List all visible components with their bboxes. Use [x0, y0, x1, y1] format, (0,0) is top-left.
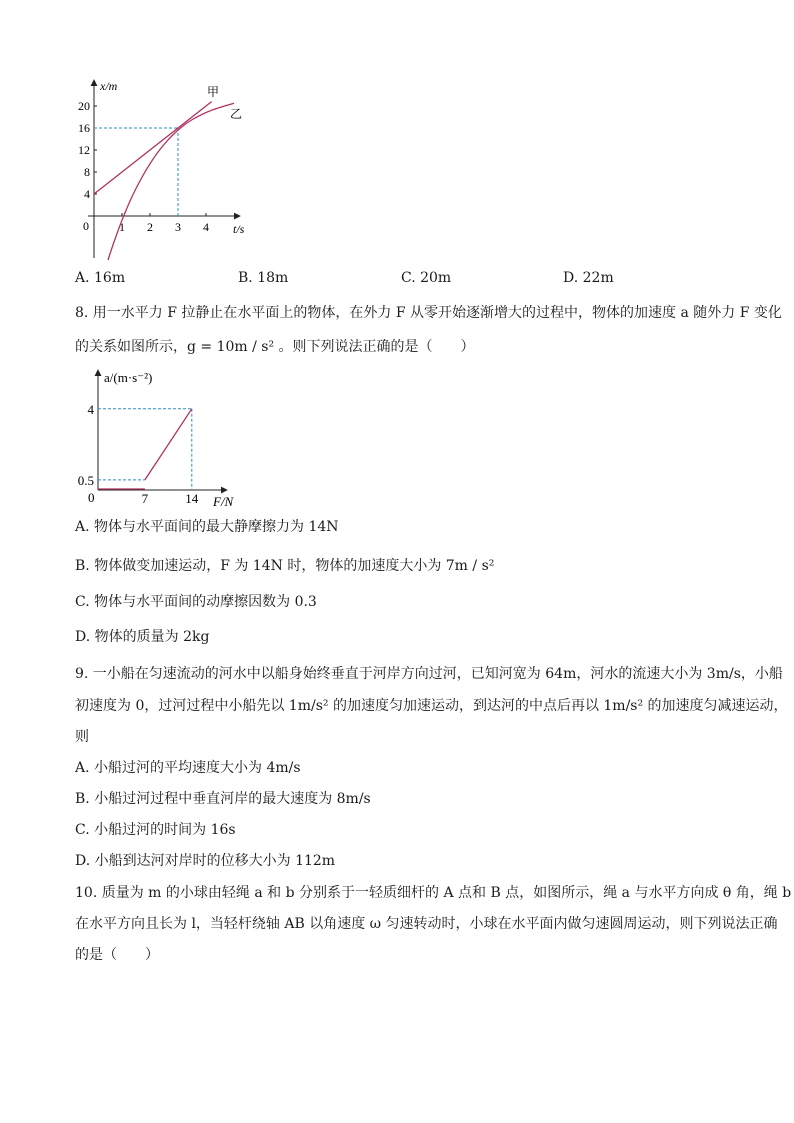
- q8-option-b[interactable]: B. 物体做变加速运动，F 为 14N 时，物体的加速度大小为 7m / s²: [75, 558, 495, 574]
- q7-option-d[interactable]: D. 22m: [563, 270, 614, 286]
- xt-y-tick-label: 16: [78, 121, 90, 135]
- af-x-tick-label: 14: [185, 491, 199, 506]
- xt-origin-label: 0: [83, 219, 89, 233]
- q10-stem-line1: 10. 质量为 m 的小球由轻绳 a 和 b 分别系于一轻质细杆的 A 点和 B 点，如图所示，绳 a 与水平方向成 θ 角，绳 b: [75, 885, 792, 901]
- af-x-axis-label: F/N: [213, 494, 234, 509]
- xt-y-axis-label: x/m: [100, 79, 118, 93]
- xt-graph: [78, 78, 278, 264]
- af-y-axis-label: a/(m·s⁻²): [104, 370, 153, 385]
- q9-option-c[interactable]: C. 小船过河的时间为 16s: [75, 822, 236, 838]
- q8-option-a[interactable]: A. 物体与水平面间的最大静摩擦力为 14N: [75, 519, 339, 535]
- xt-y-tick-label: 20: [78, 99, 90, 113]
- q9-stem-line1: 9. 一小船在匀速流动的河水中以船身始终垂直于河岸方向过河，已知河宽为 64m，河水的流速大小为 3m/s，小船: [75, 666, 783, 682]
- q10-stem-line2: 在水平方向且长为 l，当轻杆绕轴 AB 以角速度 ω 匀速转动时，小球在水平面内做匀速圆周运动，则下列说法正确: [75, 916, 778, 932]
- xt-series-label-jia: 甲: [207, 85, 220, 99]
- xt-x-tick-label: 2: [147, 220, 153, 234]
- q9-stem-line2: 初速度为 0，过河过程中小船先以 1m/s² 的加速度匀加速运动，到达河的中点后再以 1m/s² 的加速度匀减速运动，: [75, 698, 788, 714]
- q9-option-b[interactable]: B. 小船过河过程中垂直河岸的最大速度为 8m/s: [75, 791, 371, 807]
- q7-options: [75, 270, 755, 290]
- xt-y-tick-label: 4: [84, 187, 90, 201]
- af-graph: [75, 366, 250, 512]
- xt-x-tick-label: 4: [203, 220, 209, 234]
- q8-stem-line2: 的关系如图所示，g = 10m / s² 。则下列说法正确的是（ ）: [75, 339, 475, 355]
- q9-option-a[interactable]: A. 小船过河的平均速度大小为 4m/s: [75, 760, 301, 776]
- xt-series-yi-curve: [108, 103, 234, 260]
- q9-option-d[interactable]: D. 小船到达河对岸时的位移大小为 112m: [75, 853, 336, 869]
- af-origin-label: 0: [88, 490, 95, 505]
- xt-x-tick-label: 3: [175, 220, 181, 234]
- xt-y-tick-label: 8: [84, 165, 90, 179]
- af-y-tick-label: 4: [87, 401, 94, 417]
- xt-series-jia-line: [94, 102, 212, 194]
- q7-option-a[interactable]: A. 16m: [75, 270, 126, 286]
- xt-x-axis-label: t/s: [233, 222, 245, 236]
- q7-option-b[interactable]: B. 18m: [238, 270, 289, 286]
- q8-option-c[interactable]: C. 物体与水平面间的动摩擦因数为 0.3: [75, 594, 317, 610]
- q8-stem-line1: 8. 用一水平力 F 拉静止在水平面上的物体，在外力 F 从零开始逐渐增大的过程中，物体的加速度 a 随外力 F 变化: [75, 305, 782, 321]
- xt-x-tick-label: 1: [119, 220, 125, 234]
- xt-y-tick-label: 12: [78, 143, 90, 157]
- xt-series-label-yi: 乙: [230, 107, 243, 121]
- af-series-rising-segment: [145, 409, 192, 480]
- af-x-tick-label: 7: [141, 491, 149, 506]
- q7-option-c[interactable]: C. 20m: [401, 270, 452, 286]
- q8-option-d[interactable]: D. 物体的质量为 2kg: [75, 629, 210, 645]
- q10-stem-line3: 的是（ ）: [75, 947, 159, 963]
- af-y-tick-label: 0.5: [77, 472, 94, 488]
- q9-stem-line3: 则: [75, 729, 89, 745]
